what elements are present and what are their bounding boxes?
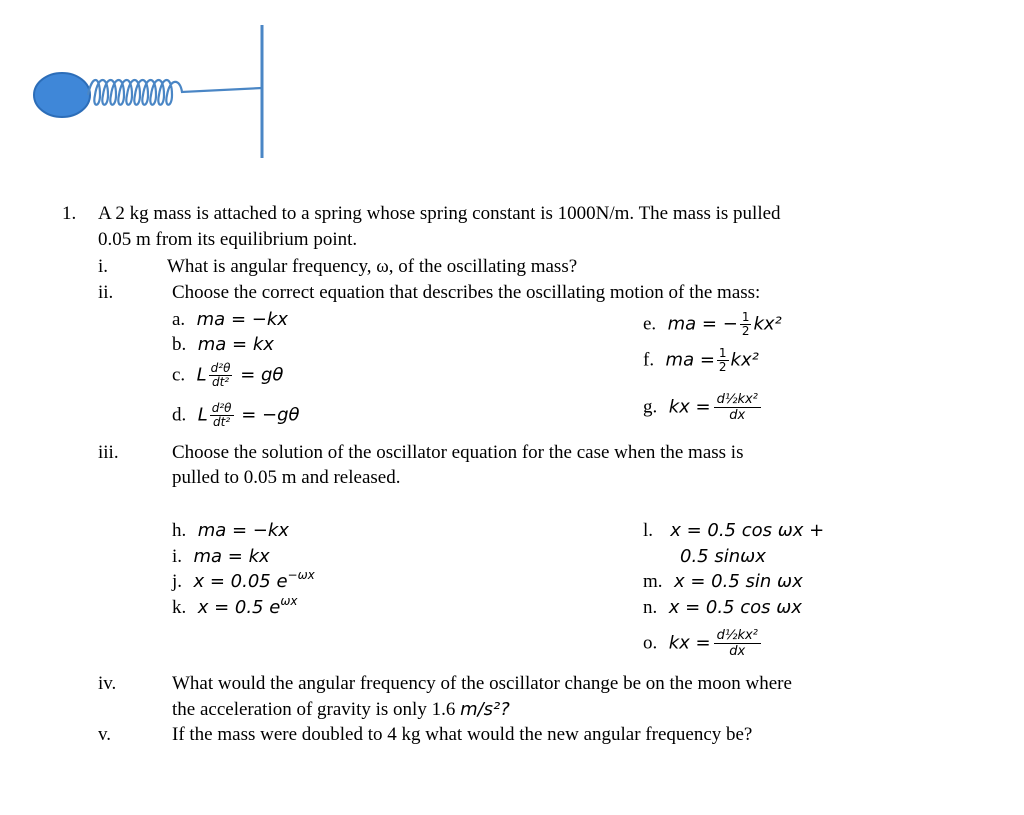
part-iv-text-line2: [172, 699, 510, 721]
option-f-fraction: [717, 347, 729, 374]
option-f-rhs: kx²: [730, 349, 759, 371]
option-o-den: dx: [729, 644, 746, 659]
option-i-expr: ma = kx: [193, 546, 270, 567]
part-ii-label: ii.: [98, 282, 114, 303]
option-b-label: b.: [172, 334, 187, 355]
part-i-label: i.: [98, 256, 109, 277]
option-m-expr: x = 0.5 sin ωx: [673, 571, 803, 592]
option-o: [643, 628, 764, 659]
option-d-num: d²θ: [211, 401, 232, 415]
option-m-label: m.: [643, 571, 663, 592]
option-h-expr: ma = −kx: [197, 520, 289, 541]
question-number: 1.: [62, 203, 77, 224]
option-k-label: k.: [172, 597, 187, 618]
option-d-rhs: = −gθ: [241, 404, 300, 426]
option-e-fraction: [740, 311, 752, 338]
option-g-den: dx: [729, 408, 746, 423]
part-iv-label: iv.: [98, 673, 117, 694]
option-g-fraction: [714, 392, 761, 423]
option-b: [172, 334, 274, 356]
option-h-label: h.: [172, 520, 187, 541]
option-i: [172, 546, 270, 568]
option-o-fraction: [714, 628, 761, 659]
option-e-num: 1: [741, 310, 750, 324]
option-e-lhs: ma = −: [667, 313, 738, 335]
question-stem-line2: 0.05 m from its equilibrium point.: [98, 229, 358, 250]
option-f-den: 2: [718, 360, 727, 374]
option-g-label: g.: [643, 396, 658, 418]
question-stem-line1: A 2 kg mass is attached to a spring whose spring constant is 1000N/m. The mass is pulled: [98, 203, 781, 224]
option-j-exp: −ωx: [287, 568, 315, 582]
part-iii-text-line2: pulled to 0.05 m and released.: [172, 467, 401, 488]
part-iv-text-line1: What would the angular frequency of the oscillator change be on the moon where: [172, 673, 792, 694]
mass-ball: [34, 73, 90, 117]
option-l-line1: x = 0.5 cos ωx +: [670, 520, 825, 541]
option-d-den: dt²: [213, 415, 231, 429]
option-k-exp: ωx: [280, 594, 298, 608]
option-h: [172, 520, 289, 542]
option-c-fraction: [209, 362, 233, 389]
option-e-rhs: kx²: [753, 313, 782, 335]
option-n: [643, 597, 802, 619]
option-c-num: d²θ: [210, 361, 231, 375]
option-c: [172, 362, 283, 389]
option-f-num: 1: [718, 346, 727, 360]
option-a: [172, 309, 288, 331]
part-v-text: If the mass were doubled to 4 kg what would the new angular frequency be?: [172, 724, 753, 745]
option-e-label: e.: [643, 313, 657, 335]
part-ii-text: Choose the correct equation that describes the oscillating motion of the mass:: [172, 282, 761, 303]
option-l: [643, 520, 824, 542]
option-j-base: x = 0.05 e: [193, 571, 288, 592]
option-a-lhs: ma: [196, 309, 226, 330]
option-g: [643, 392, 764, 423]
option-g-num: d½kx²: [714, 392, 761, 408]
option-e: [643, 311, 782, 338]
part-iv-unit: m/s²?: [460, 699, 510, 720]
option-n-expr: x = 0.5 cos ωx: [668, 597, 802, 618]
option-j-label: j.: [172, 571, 183, 592]
option-d-L: L: [197, 404, 208, 426]
option-i-label: i.: [172, 546, 183, 567]
option-f: [643, 347, 759, 374]
option-e-den: 2: [741, 324, 750, 338]
option-d-fraction: [210, 402, 234, 429]
part-i-text: What is angular frequency, ω, of the oscillating mass?: [167, 256, 578, 277]
part-iii-label: iii.: [98, 442, 119, 463]
option-c-den: dt²: [211, 375, 230, 389]
option-d: [172, 402, 300, 429]
option-o-num: d½kx²: [714, 628, 761, 644]
option-n-label: n.: [643, 597, 658, 618]
option-o-lhs: kx =: [668, 632, 711, 654]
option-b-lhs: ma: [197, 334, 227, 355]
option-k: [172, 594, 298, 620]
option-a-rhs: = −kx: [230, 309, 288, 330]
option-a-label: a.: [172, 309, 186, 330]
option-l-line2: 0.5 sinωx: [680, 546, 766, 567]
option-c-label: c.: [172, 364, 186, 386]
option-b-rhs: = kx: [232, 334, 274, 355]
option-c-L: L: [196, 364, 207, 386]
option-d-label: d.: [172, 404, 187, 426]
option-c-rhs: = gθ: [240, 364, 284, 386]
mass-on-spring-figure: [0, 0, 300, 170]
option-l-label: l.: [643, 520, 654, 541]
part-iv-text-line2-pre: the acceleration of gravity is only 1.6: [172, 699, 456, 720]
spring-coil: [88, 80, 262, 105]
option-j: [172, 568, 315, 594]
part-v-label: v.: [98, 724, 112, 745]
part-iii-text-line1: Choose the solution of the oscillator equation for the case when the mass is: [172, 442, 744, 463]
option-k-base: x = 0.5 e: [197, 597, 281, 618]
option-f-lhs: ma =: [665, 349, 715, 371]
option-g-lhs: kx =: [668, 396, 711, 418]
option-m: [643, 571, 803, 593]
option-o-label: o.: [643, 632, 658, 654]
option-f-label: f.: [643, 349, 655, 371]
